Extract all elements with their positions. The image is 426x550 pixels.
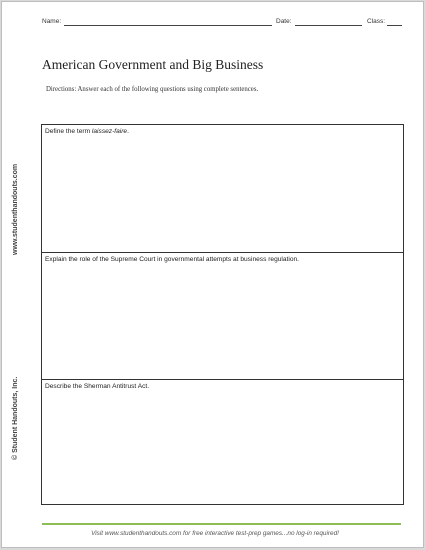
date-line [295, 25, 362, 26]
questions-box [41, 124, 404, 505]
page-title: American Government and Big Business [42, 57, 264, 72]
name-label: Name: [42, 18, 62, 25]
question-2-text: Explain the role of the Supreme Court in governmental attempts at business regulation. [45, 256, 300, 263]
question-3-text: Describe the Sherman Antitrust Act. [45, 383, 150, 390]
question-cell-1 [42, 125, 403, 252]
side-url-text: www.studenthandouts.com [12, 163, 19, 255]
class-line [387, 25, 402, 26]
worksheet-page [1, 1, 424, 548]
question-cell-3 [42, 379, 403, 504]
question-1-term: laissez-faire [91, 128, 128, 135]
question-1-text: Define the term laissez-faire. [45, 128, 129, 135]
side-copyright-text: © Student Handouts, Inc. [12, 376, 19, 460]
question-cell-2 [42, 252, 403, 379]
name-line [64, 25, 272, 26]
footer-rule [42, 523, 401, 525]
footer-text: Visit www.studenthandouts.com for free interactive test-prep games...no log-in required! [91, 530, 339, 537]
class-label: Class: [367, 18, 386, 25]
directions-text: Directions: Answer each of the following questions using complete sentences. [46, 86, 259, 93]
date-label: Date: [276, 18, 292, 25]
